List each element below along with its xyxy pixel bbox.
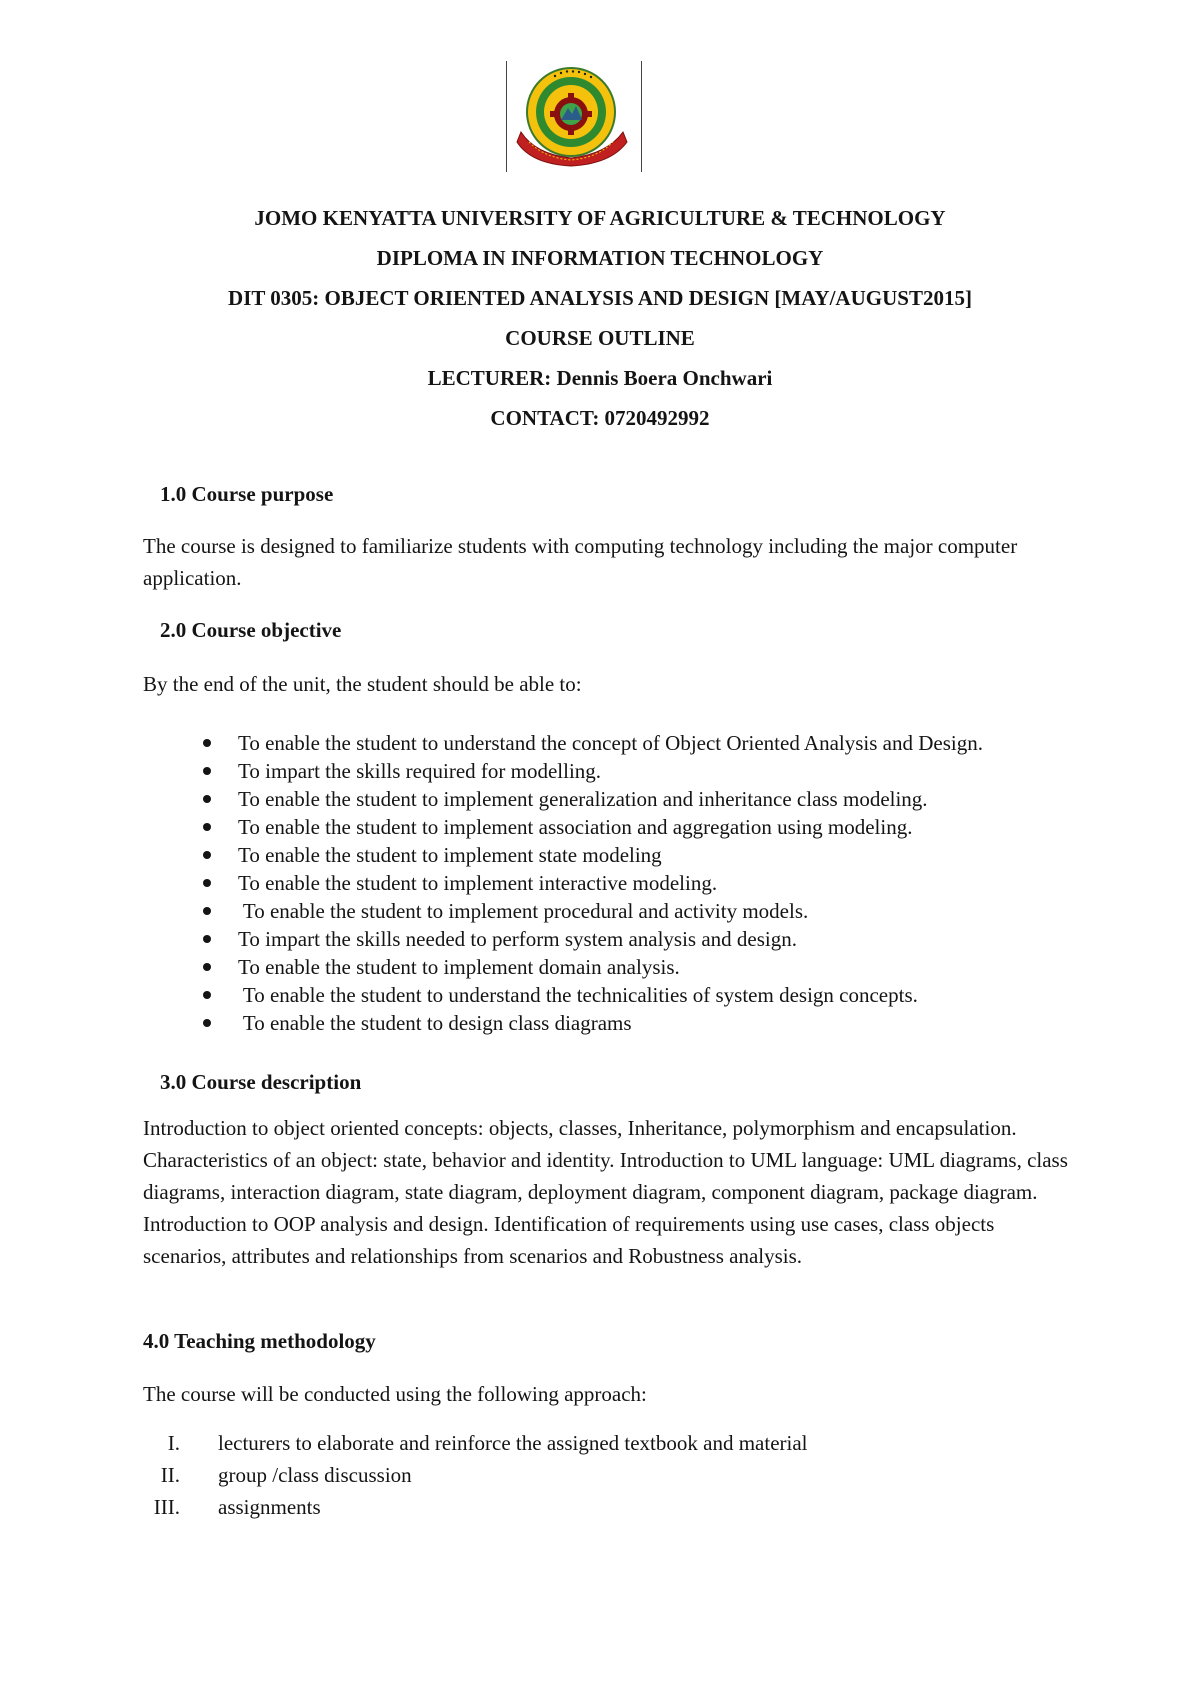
programme-name: DIPLOMA IN INFORMATION TECHNOLOGY — [376, 246, 824, 270]
list-item: To enable the student to implement procedural and activity models. — [140, 897, 1080, 925]
list-item: To enable the student to understand the concept of Object Oriented Analysis and Design. — [140, 729, 1080, 757]
logo-frame — [506, 61, 642, 172]
bullet-icon — [203, 739, 211, 747]
list-text: group /class discussion — [218, 1463, 412, 1487]
list-numeral: I. — [167, 1431, 180, 1455]
bullet-icon — [203, 823, 211, 831]
bullet-icon — [203, 767, 211, 775]
objective-intro: By the end of the unit, the student should be able to: — [143, 672, 582, 696]
list-item: To enable the student to implement association and aggregation using modeling. — [140, 813, 1080, 841]
bullet-icon — [203, 991, 211, 999]
objective-list — [140, 729, 1080, 1037]
bullet-icon — [203, 795, 211, 803]
list-item: To impart the skills needed to perform system analysis and design. — [140, 925, 1080, 953]
document-header — [0, 198, 1200, 438]
bullet-icon — [203, 1019, 211, 1027]
list-numeral: III. — [153, 1495, 180, 1519]
lecturer-line: LECTURER: Dennis Boera Onchwari — [427, 366, 773, 390]
university-seal-icon — [515, 62, 631, 172]
methodology-intro: The course will be conducted using the following approach: — [143, 1382, 647, 1406]
list-text: assignments — [218, 1495, 321, 1519]
document-type: COURSE OUTLINE — [505, 326, 695, 350]
bullet-icon — [203, 935, 211, 943]
list-text: lecturers to elaborate and reinforce the assigned textbook and material — [218, 1431, 808, 1455]
section-heading-methodology: 4.0 Teaching methodology — [143, 1329, 376, 1353]
list-item: To enable the student to implement generalization and inheritance class modeling. — [140, 785, 1080, 813]
purpose-text: The course is designed to familiarize students with computing technology including the major computer application. — [143, 534, 1018, 590]
list-item: To enable the student to design class diagrams — [140, 1009, 1080, 1037]
bullet-icon — [203, 851, 211, 859]
list-item: To enable the student to implement domain analysis. — [140, 953, 1080, 981]
section-heading-objective: 2.0 Course objective — [160, 618, 342, 642]
list-item: To enable the student to understand the technicalities of system design concepts. — [140, 981, 1080, 1009]
unit-title: DIT 0305: OBJECT ORIENTED ANALYSIS AND DESIGN [MAY/AUGUST2015] — [228, 286, 972, 310]
list-numeral: II. — [160, 1463, 180, 1487]
description-text: Introduction to object oriented concepts: objects, classes, Inheritance, polymorphism and encapsulation. Characteristics of an object: state, behavior and identity. Introduction to UML language: UML diagrams, class diagrams, interaction diagram, state diagram, deployment diagram, component diagram, package diagram. Introduction to OOP analysis and design. Identification of requirements using use cases, class objects scenarios, attributes and relationships from scenarios and Robustness analysis. — [143, 1116, 1068, 1268]
section-heading-purpose: 1.0 Course purpose — [160, 482, 334, 506]
bullet-icon — [203, 963, 211, 971]
list-item: To enable the student to implement interactive modeling. — [140, 869, 1080, 897]
university-name: JOMO KENYATTA UNIVERSITY OF AGRICULTURE & TECHNOLOGY — [254, 206, 946, 230]
bullet-icon — [203, 879, 211, 887]
list-item: To enable the student to implement state modeling — [140, 841, 1080, 869]
list-item: To impart the skills required for modelling. — [140, 757, 1080, 785]
section-heading-description: 3.0 Course description — [160, 1070, 362, 1094]
contact-line: CONTACT: 0720492992 — [490, 406, 710, 430]
bullet-icon — [203, 907, 211, 915]
